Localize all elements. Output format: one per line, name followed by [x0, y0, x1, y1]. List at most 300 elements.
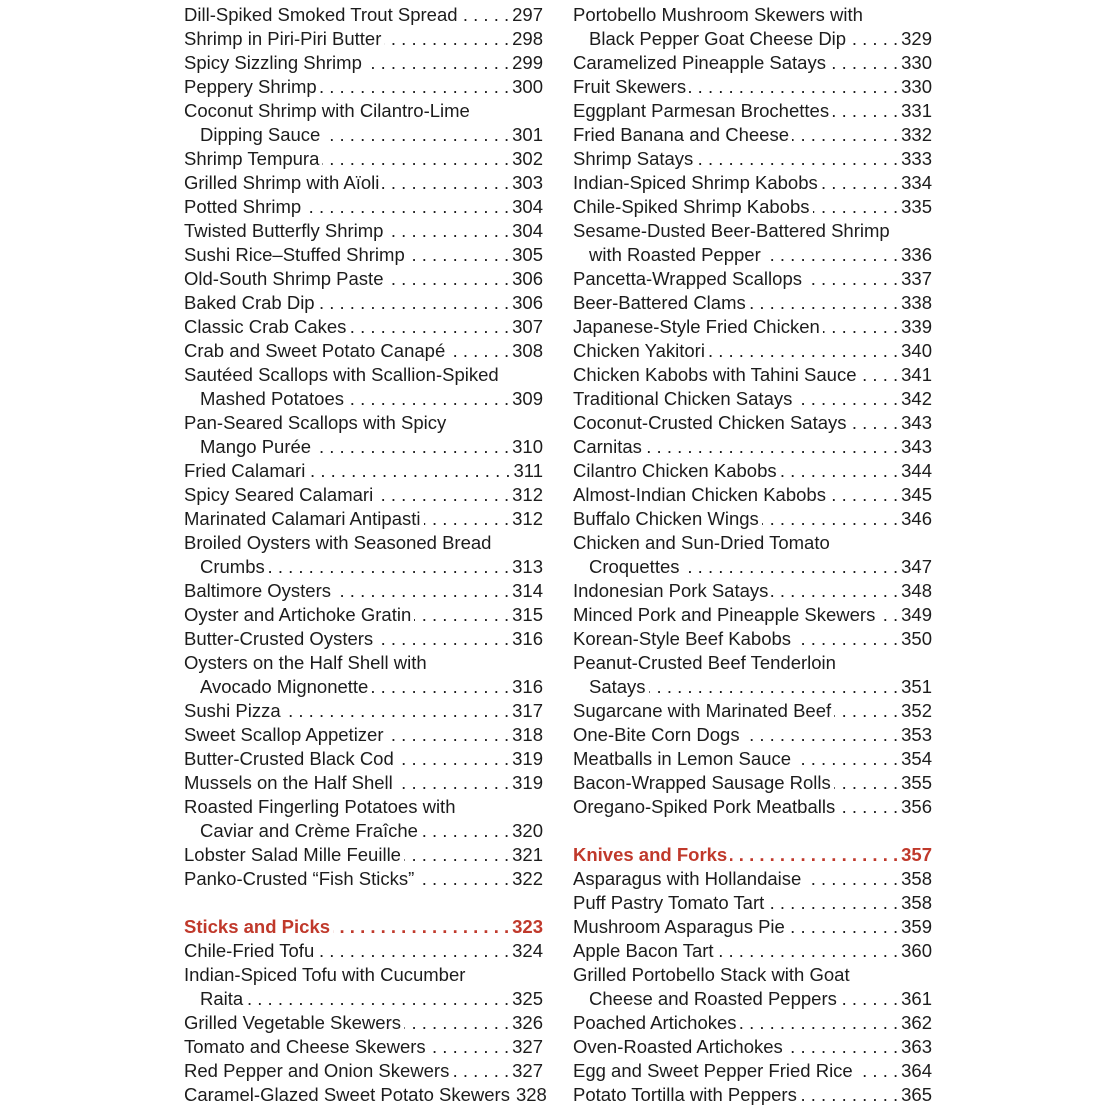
- dot-leader: [834, 771, 898, 795]
- toc-entry: [184, 243, 543, 267]
- toc-line: [573, 243, 932, 267]
- dot-leader: [749, 291, 898, 315]
- toc-entry: [573, 603, 932, 627]
- toc-page-number: 312: [512, 508, 543, 529]
- toc-entry: [184, 531, 543, 579]
- toc-entry-title-continuation: Crumbs: [200, 556, 265, 577]
- dot-leader: [767, 891, 898, 915]
- toc-entry: [573, 795, 932, 819]
- toc-page-number: 307: [512, 316, 543, 337]
- toc-entry-title: Eggplant Parmesan Brochettes: [573, 100, 830, 121]
- toc-entry-title: Mussels on the Half Shell: [184, 772, 393, 793]
- toc-entry-title: Oysters on the Half Shell with: [184, 652, 427, 673]
- toc-entry-title: Potted Shrimp: [184, 196, 302, 217]
- dot-leader: [461, 3, 510, 27]
- dot-leader: [304, 195, 509, 219]
- toc-page-number: 323: [512, 916, 543, 937]
- dot-leader: [320, 75, 509, 99]
- toc-entry-title: Spicy Seared Calamari: [184, 484, 374, 505]
- toc-line: [184, 843, 543, 867]
- toc-entry: [573, 363, 932, 387]
- dot-leader: [382, 171, 509, 195]
- toc-entry-title: Butter-Crusted Oysters: [184, 628, 374, 649]
- toc-line: [573, 99, 932, 123]
- toc-entry: [573, 147, 932, 171]
- toc-entry: [184, 219, 543, 243]
- toc-line: [573, 867, 932, 891]
- toc-entry-title: Sushi Pizza: [184, 700, 281, 721]
- dot-leader: [386, 267, 509, 291]
- toc-page-number: 330: [901, 76, 932, 97]
- dot-leader: [821, 171, 898, 195]
- dot-leader: [743, 723, 899, 747]
- dot-leader: [762, 507, 898, 531]
- toc-entry-title-continuation: Avocado Mignonette: [200, 676, 369, 697]
- toc-page-number: 317: [512, 700, 543, 721]
- dot-leader: [645, 435, 898, 459]
- toc-line: [573, 435, 932, 459]
- toc-entry: [184, 867, 543, 891]
- toc-line: [184, 195, 543, 219]
- toc-line: [573, 795, 932, 819]
- toc-entry-title: Knives and Forks: [573, 844, 728, 865]
- toc-entry-title-continuation: Mashed Potatoes: [200, 388, 344, 409]
- toc-left-column: [184, 3, 547, 1107]
- toc-entry-title: Fried Calamari: [184, 460, 306, 481]
- dot-leader: [764, 243, 898, 267]
- toc-line: [184, 795, 543, 819]
- toc-line: [573, 747, 932, 771]
- dot-leader: [823, 315, 898, 339]
- toc-line: [184, 147, 543, 171]
- toc-entry: [573, 915, 932, 939]
- toc-entry-title: Asparagus with Hollandaise: [573, 868, 802, 889]
- toc-entry-title: Baltimore Oysters: [184, 580, 332, 601]
- dot-leader: [268, 555, 509, 579]
- toc-entry-title: Traditional Chicken Satays: [573, 388, 793, 409]
- toc-entry: [184, 699, 543, 723]
- toc-page-number: 350: [901, 628, 932, 649]
- toc-entry: [573, 483, 932, 507]
- toc-entry: [573, 891, 932, 915]
- toc-entry: [573, 1011, 932, 1035]
- dot-leader: [838, 795, 898, 819]
- toc-line: [184, 435, 543, 459]
- toc-line: [573, 123, 932, 147]
- toc-line: [573, 843, 932, 867]
- toc-page-number: 356: [901, 796, 932, 817]
- toc-page-number: 338: [901, 292, 932, 313]
- dot-leader: [417, 867, 509, 891]
- toc-page-number: 314: [512, 580, 543, 601]
- toc-entry-title: Indian-Spiced Shrimp Kabobs: [573, 172, 818, 193]
- toc-line: [184, 387, 543, 411]
- toc-page-number: 337: [901, 268, 932, 289]
- toc-entry-title: Oyster and Artichoke Gratin: [184, 604, 412, 625]
- toc-entry: [184, 603, 543, 627]
- toc-entry-title: Beer-Battered Clams: [573, 292, 746, 313]
- toc-entry-title-continuation: Satays: [589, 676, 646, 697]
- toc-page-number: 330: [901, 52, 932, 73]
- toc-line: [184, 603, 543, 627]
- toc-line: [184, 1011, 543, 1035]
- toc-entry: [573, 1059, 932, 1083]
- dot-leader: [794, 627, 898, 651]
- toc-entry-title: Panko-Crusted “Fish Sticks”: [184, 868, 415, 889]
- dot-leader: [649, 675, 899, 699]
- toc-entry-title: Chile-Spiked Shrimp Kabobs: [573, 196, 810, 217]
- toc-line: [184, 651, 543, 675]
- toc-page-number: 321: [512, 844, 543, 865]
- dot-leader: [794, 747, 898, 771]
- toc-entry-title: Chicken and Sun-Dried Tomato: [573, 532, 830, 553]
- toc-entry-title: Poached Artichokes: [573, 1012, 737, 1033]
- toc-entry: [184, 963, 543, 1011]
- dot-leader: [829, 483, 898, 507]
- toc-entry-title: Indian-Spiced Tofu with Cucumber: [184, 964, 466, 985]
- toc-line: [573, 651, 932, 675]
- toc-entry: [184, 267, 543, 291]
- toc-line: [184, 51, 543, 75]
- toc-page-number: 353: [901, 724, 932, 745]
- toc-page-number: 335: [901, 196, 932, 217]
- dot-leader: [365, 51, 509, 75]
- toc-line: [184, 1059, 543, 1083]
- toc-page-number: 318: [512, 724, 543, 745]
- dot-leader: [408, 243, 509, 267]
- toc-entry-title: Red Pepper and Onion Skewers: [184, 1060, 450, 1081]
- toc-entry: [573, 507, 932, 531]
- toc-page-number: 343: [901, 436, 932, 457]
- toc-page-number: 302: [512, 148, 543, 169]
- toc-page-number: 331: [901, 100, 932, 121]
- toc-page-number: 345: [901, 484, 932, 505]
- toc-page-number: 322: [512, 868, 543, 889]
- toc-line: [184, 915, 543, 939]
- toc-page-number: 300: [512, 76, 543, 97]
- section-spacer: [184, 891, 543, 915]
- toc-entry: [184, 939, 543, 963]
- toc-page-number: 354: [901, 748, 932, 769]
- toc-line: [184, 3, 543, 27]
- toc-entry: [184, 51, 543, 75]
- toc-entry: [573, 459, 932, 483]
- toc-line: [573, 939, 932, 963]
- toc-line: [184, 339, 543, 363]
- toc-entry-title: Broiled Oysters with Seasoned Bread: [184, 532, 492, 553]
- toc-line: [573, 723, 932, 747]
- toc-page-number: 298: [512, 28, 543, 49]
- toc-page-number: 306: [512, 292, 543, 313]
- toc-entry: [184, 579, 543, 603]
- toc-entry-title: Sautéed Scallops with Scallion-Spiked: [184, 364, 499, 385]
- toc-line: [184, 99, 543, 123]
- toc-entry: [184, 1083, 547, 1107]
- dot-leader: [429, 1035, 509, 1059]
- toc-line: [573, 579, 932, 603]
- toc-entry-title-continuation: Cheese and Roasted Peppers: [589, 988, 837, 1009]
- toc-page-number: 342: [901, 388, 932, 409]
- toc-entry: [184, 1011, 543, 1035]
- toc-entry: [573, 867, 932, 891]
- toc-page-number: 357: [901, 844, 932, 865]
- toc-line: [573, 891, 932, 915]
- toc-entry-title: One-Bite Corn Dogs: [573, 724, 740, 745]
- dot-leader: [318, 291, 510, 315]
- toc-entry: [573, 267, 932, 291]
- toc-entry: [184, 27, 543, 51]
- toc-entry-title: Sesame-Dusted Beer-Battered Shrimp: [573, 220, 890, 241]
- toc-line: [184, 219, 543, 243]
- toc-page-number: 339: [901, 316, 932, 337]
- toc-page-number: 358: [901, 892, 932, 913]
- dot-leader: [376, 627, 509, 651]
- toc-line: [573, 459, 932, 483]
- toc-entry: [573, 1035, 932, 1059]
- toc-entry-title: Puff Pastry Tomato Tart: [573, 892, 765, 913]
- toc-line: [184, 963, 543, 987]
- toc-line: [573, 627, 932, 651]
- toc-entry: [573, 723, 932, 747]
- toc-entry: [184, 771, 543, 795]
- toc-line: [573, 147, 932, 171]
- toc-entry: [184, 291, 543, 315]
- dot-leader: [849, 27, 898, 51]
- toc-entry: [573, 387, 932, 411]
- toc-entry-title: Sticks and Picks: [184, 916, 331, 937]
- toc-line: [573, 507, 932, 531]
- toc-line: [184, 555, 543, 579]
- toc-line: [573, 531, 932, 555]
- dot-leader: [800, 1083, 898, 1107]
- toc-entry-title: Twisted Butterfly Shrimp: [184, 220, 384, 241]
- toc-entry: [184, 147, 543, 171]
- toc-entry-title-continuation: Dipping Sauce: [200, 124, 321, 145]
- toc-entry-title: Grilled Portobello Stack with Goat: [573, 964, 850, 985]
- dot-leader: [683, 555, 899, 579]
- toc-line: [184, 243, 543, 267]
- toc-entry: [184, 723, 543, 747]
- toc-line: [573, 3, 932, 27]
- toc-page-number: 362: [901, 1012, 932, 1033]
- toc-page-number: 305: [512, 244, 543, 265]
- dot-leader: [804, 867, 898, 891]
- toc-line: [573, 51, 932, 75]
- toc-line: [573, 267, 932, 291]
- toc-entry: [573, 339, 932, 363]
- toc-line: [184, 579, 543, 603]
- dot-leader: [376, 483, 509, 507]
- toc-page-number: 315: [512, 604, 543, 625]
- toc-line: [573, 291, 932, 315]
- toc-entry-title-continuation: Croquettes: [589, 556, 680, 577]
- dot-leader: [414, 603, 509, 627]
- toc-entry-title: Bacon-Wrapped Sausage Rolls: [573, 772, 831, 793]
- toc-line: [184, 699, 543, 723]
- toc-entry-title: Peanut-Crusted Beef Tenderloin: [573, 652, 836, 673]
- toc-entry: [573, 3, 932, 51]
- toc-line: [184, 411, 543, 435]
- toc-line: [573, 1083, 932, 1107]
- toc-line: [573, 195, 932, 219]
- toc-line: [573, 987, 932, 1011]
- toc-entry-title: Peppery Shrimp: [184, 76, 317, 97]
- dot-leader: [387, 723, 510, 747]
- toc-line: [184, 627, 543, 651]
- dot-leader: [788, 915, 898, 939]
- toc-page-number: 301: [512, 124, 543, 145]
- dot-leader: [856, 1059, 898, 1083]
- toc-page-number: 349: [901, 604, 932, 625]
- toc-line: [184, 267, 543, 291]
- toc-entry-title: Chicken Yakitori: [573, 340, 705, 361]
- dot-leader: [780, 459, 899, 483]
- dot-leader: [795, 387, 898, 411]
- toc-entry-title: Apple Bacon Tart: [573, 940, 714, 961]
- toc-entry: [184, 459, 543, 483]
- toc-page-number: 334: [901, 172, 932, 193]
- toc-page-number: 332: [901, 124, 932, 145]
- dot-leader: [347, 387, 509, 411]
- toc-line: [184, 27, 543, 51]
- toc-line: [573, 915, 932, 939]
- toc-entry-title: Pan-Seared Scallops with Spicy: [184, 412, 447, 433]
- toc-right-column: [573, 3, 932, 1107]
- toc-page-number: 312: [512, 484, 543, 505]
- toc-line: [184, 1083, 547, 1107]
- toc-entry: [573, 531, 932, 579]
- dot-leader: [840, 987, 898, 1011]
- toc-entry-title: Classic Crab Cakes: [184, 316, 347, 337]
- toc-page-number: 328: [515, 1084, 547, 1105]
- section-spacer: [573, 819, 932, 843]
- toc-entry: [184, 171, 543, 195]
- toc-entry: [184, 195, 543, 219]
- toc-entry: [184, 75, 543, 99]
- toc-entry: [573, 939, 932, 963]
- toc-line: [573, 339, 932, 363]
- toc-entry: [573, 627, 932, 651]
- toc-line: [573, 699, 932, 723]
- toc-line: [184, 771, 543, 795]
- toc-entry-title: Cilantro Chicken Kabobs: [573, 460, 777, 481]
- toc-line: [184, 291, 543, 315]
- toc-entry: [573, 579, 932, 603]
- toc-line: [573, 1035, 932, 1059]
- toc-entry-title: Butter-Crusted Black Cod: [184, 748, 394, 769]
- toc-page-number: 327: [512, 1060, 543, 1081]
- toc-page-number: 352: [901, 700, 932, 721]
- toc-entry-title: Chile-Fried Tofu: [184, 940, 315, 961]
- toc-entry: [184, 507, 543, 531]
- toc-entry: [573, 435, 932, 459]
- toc-line: [573, 171, 932, 195]
- dot-leader: [308, 459, 510, 483]
- dot-leader: [448, 339, 509, 363]
- toc-entry-title: Coconut Shrimp with Cilantro-Lime: [184, 100, 470, 121]
- toc-entry: [573, 963, 932, 1011]
- toc-entry: [573, 99, 932, 123]
- dot-leader: [708, 339, 898, 363]
- toc-entry: [184, 747, 543, 771]
- toc-line: [573, 363, 932, 387]
- toc-entry-title: Minced Pork and Pineapple Skewers: [573, 604, 876, 625]
- toc-page-number: 359: [901, 916, 932, 937]
- dot-leader: [322, 147, 509, 171]
- dot-leader: [834, 699, 898, 723]
- toc-entry-title: Sweet Scallop Appetizer: [184, 724, 384, 745]
- toc-entry: [573, 51, 932, 75]
- toc-entry-title: Oven-Roasted Artichokes: [573, 1036, 783, 1057]
- toc-entry: [573, 747, 932, 771]
- toc-entry: [184, 1035, 543, 1059]
- toc-page-number: 340: [901, 340, 932, 361]
- dot-leader: [349, 315, 509, 339]
- toc-entry: [573, 291, 932, 315]
- toc-entry-title: Oregano-Spiked Pork Meatballs: [573, 796, 836, 817]
- toc-line: [184, 939, 543, 963]
- toc-line: [184, 867, 543, 891]
- toc-entry-title: Pancetta-Wrapped Scallops: [573, 268, 802, 289]
- toc-entry-title: Meatballs in Lemon Sauce: [573, 748, 792, 769]
- dot-leader: [878, 603, 898, 627]
- toc-page-number: 319: [512, 748, 543, 769]
- toc-entry: [573, 651, 932, 699]
- toc-line: [184, 675, 543, 699]
- toc-entry-title-continuation: with Roasted Pepper: [589, 244, 761, 265]
- toc-line: [184, 483, 543, 507]
- toc-page-number: 310: [512, 436, 543, 457]
- toc-page-number: 304: [512, 220, 543, 241]
- toc-entry: [184, 651, 543, 699]
- toc-line: [184, 1035, 543, 1059]
- toc-entry-title: Roasted Fingerling Potatoes with: [184, 796, 456, 817]
- dot-leader: [786, 1035, 898, 1059]
- toc-entry-title: Old-South Shrimp Paste: [184, 268, 384, 289]
- toc-page-number: 326: [512, 1012, 543, 1033]
- toc-line: [573, 1059, 932, 1083]
- dot-leader: [246, 987, 509, 1011]
- toc-entry-title: Mushroom Asparagus Pie: [573, 916, 785, 937]
- toc-entry-title: Potato Tortilla with Peppers: [573, 1084, 797, 1105]
- toc-entry: [184, 483, 543, 507]
- toc-entry-title: Crab and Sweet Potato Canapé: [184, 340, 446, 361]
- toc-page-number: 364: [901, 1060, 932, 1081]
- toc-entry-title: Coconut-Crusted Chicken Satays: [573, 412, 847, 433]
- toc-page-number: 336: [901, 244, 932, 265]
- toc-page-number: 316: [512, 628, 543, 649]
- toc-entry-title-continuation: Mango Purée: [200, 436, 312, 457]
- toc-entry-title: Spicy Sizzling Shrimp: [184, 52, 362, 73]
- toc-line: [184, 531, 543, 555]
- toc-line: [184, 123, 543, 147]
- toc-line: [573, 411, 932, 435]
- dot-leader: [317, 939, 509, 963]
- toc-line: [573, 771, 932, 795]
- dot-leader: [334, 579, 509, 603]
- toc-page-number: 344: [901, 460, 932, 481]
- toc-entry-title: Sushi Rice–Stuffed Shrimp: [184, 244, 405, 265]
- toc-page-number: 341: [901, 364, 932, 385]
- toc-page-number: 363: [901, 1036, 932, 1057]
- toc-page-number: 361: [901, 988, 932, 1009]
- toc-page-number: 324: [512, 940, 543, 961]
- toc-entry-title: Japanese-Style Fried Chicken: [573, 316, 820, 337]
- toc-line: [184, 987, 543, 1011]
- toc-entry: [573, 699, 932, 723]
- toc-line: [573, 315, 932, 339]
- toc-page-number: 303: [512, 172, 543, 193]
